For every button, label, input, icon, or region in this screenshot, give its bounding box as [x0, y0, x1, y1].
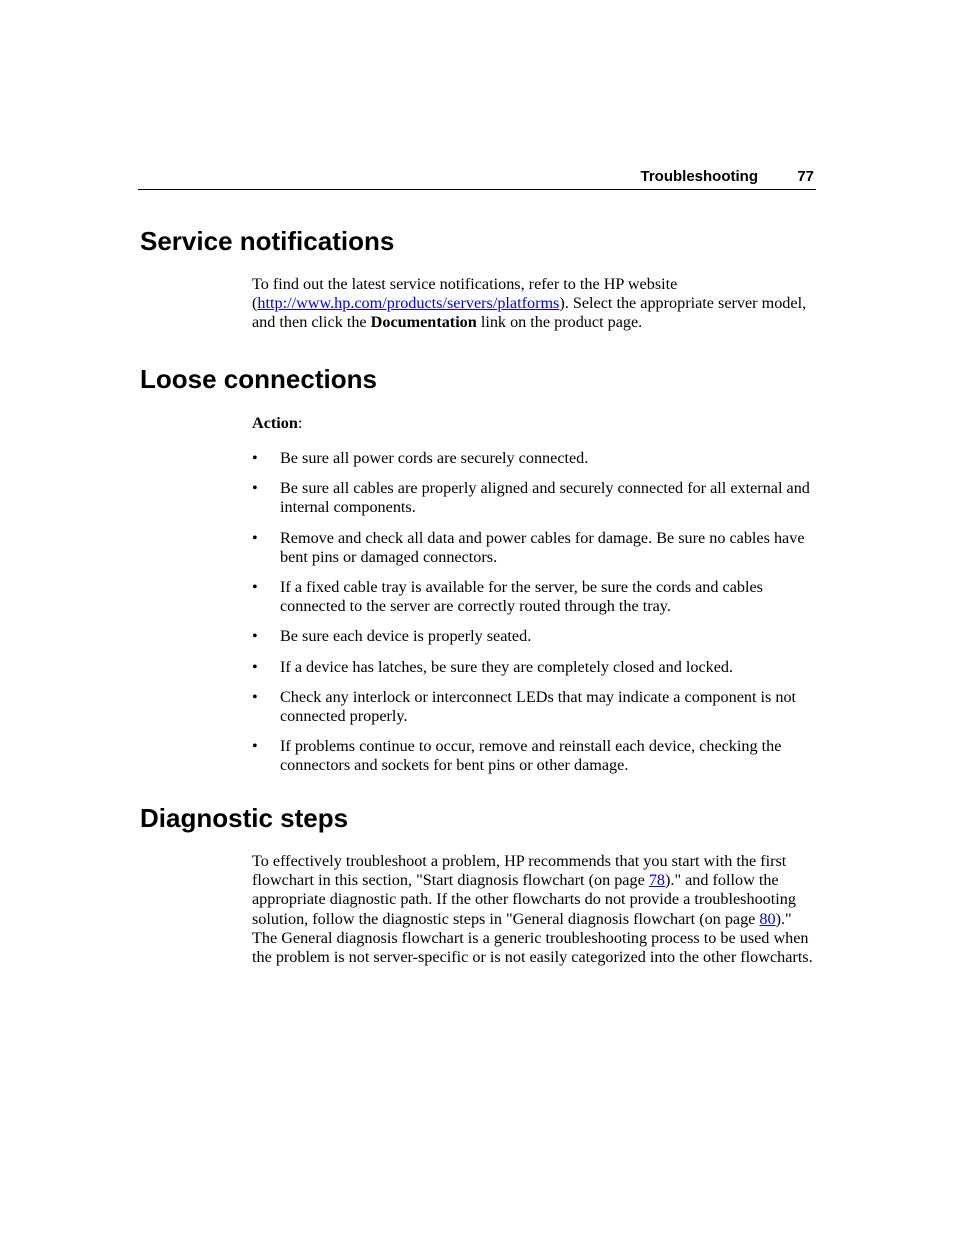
bullet-icon: • [252, 578, 258, 597]
list-item-text: Be sure each device is properly seated. [280, 627, 532, 646]
list-item [252, 737, 818, 775]
action-label [252, 414, 302, 433]
list-item [252, 627, 818, 646]
service-text-2: ). Select the appropriate server model, and then click the [252, 294, 807, 332]
bullet-icon: • [252, 528, 258, 547]
heading-service-notifications: Service notifications [140, 226, 395, 256]
diagnostic-steps-paragraph [252, 852, 818, 967]
action-label-bold: Action [252, 414, 298, 432]
list-item-text: If problems continue to occur, remove and reinstall each device, checking the connectors and sockets for bent pins or other damage. [280, 737, 782, 775]
bullet-icon: • [252, 449, 258, 467]
list-item-text: Check any interlock or interconnect LEDs that may indicate a component is not connected properly. [280, 687, 797, 726]
hp-platforms-link[interactable]: http://www.hp.com/products/servers/platforms [257, 294, 560, 313]
service-text-3: link on the product page. [476, 313, 643, 332]
list-item [252, 449, 818, 468]
service-notifications-paragraph [252, 275, 818, 333]
page-78-link[interactable]: 78 [648, 871, 666, 890]
list-item [252, 479, 818, 517]
heading-loose-connections: Loose connections [140, 364, 377, 394]
header-page-number: 77 [797, 168, 814, 185]
list-item [252, 529, 818, 567]
list-item-text: If a device has latches, be sure they are completely closed and locked. [280, 657, 734, 676]
diagnostic-text-3: )." The General diagnosis flowchart is a generic troubleshooting process to be used when the problem is not server-specific or is not easily categorized into the other flowcharts. [252, 909, 813, 967]
list-item-text: If a fixed cable tray is available for the server, be sure the cords and cables connected to the server are correctly routed through the tray. [280, 578, 763, 616]
list-item [252, 578, 818, 616]
bullet-icon: • [252, 657, 258, 676]
page-header [138, 168, 816, 190]
list-item-text: Be sure all power cords are securely connected. [280, 449, 589, 467]
bullet-icon: • [252, 627, 258, 646]
diagnostic-text-1: To effectively troubleshoot a problem, HP recommends that you start with the first flowchart in this section, "Start diagnosis flowchart (on page [252, 852, 787, 890]
bullet-icon: • [252, 479, 258, 498]
action-colon: : [297, 414, 303, 432]
service-text-1: To find out the latest service notifications, refer to the HP website ( [252, 275, 678, 313]
list-item-text: Remove and check all data and power cables for damage. Be sure no cables have bent pins or damaged connectors. [280, 528, 805, 566]
diagnostic-text-2: )." and follow the appropriate diagnostic path. If the other flowcharts do not provide a troubleshooting solution, follow the diagnostic steps in "General diagnosis flowchart (on page [252, 871, 796, 928]
heading-diagnostic-steps: Diagnostic steps [140, 803, 349, 833]
list-item-text: Be sure all cables are properly aligned and securely connected for all external and internal components. [280, 479, 810, 517]
page-80-link[interactable]: 80 [759, 909, 776, 928]
bullet-icon: • [252, 687, 258, 706]
header-section-title: Troubleshooting [640, 168, 758, 185]
bullet-icon: • [252, 737, 258, 756]
loose-connections-list [252, 449, 818, 787]
list-item [252, 658, 818, 677]
documentation-bold: Documentation [370, 313, 477, 332]
list-item [252, 688, 818, 726]
